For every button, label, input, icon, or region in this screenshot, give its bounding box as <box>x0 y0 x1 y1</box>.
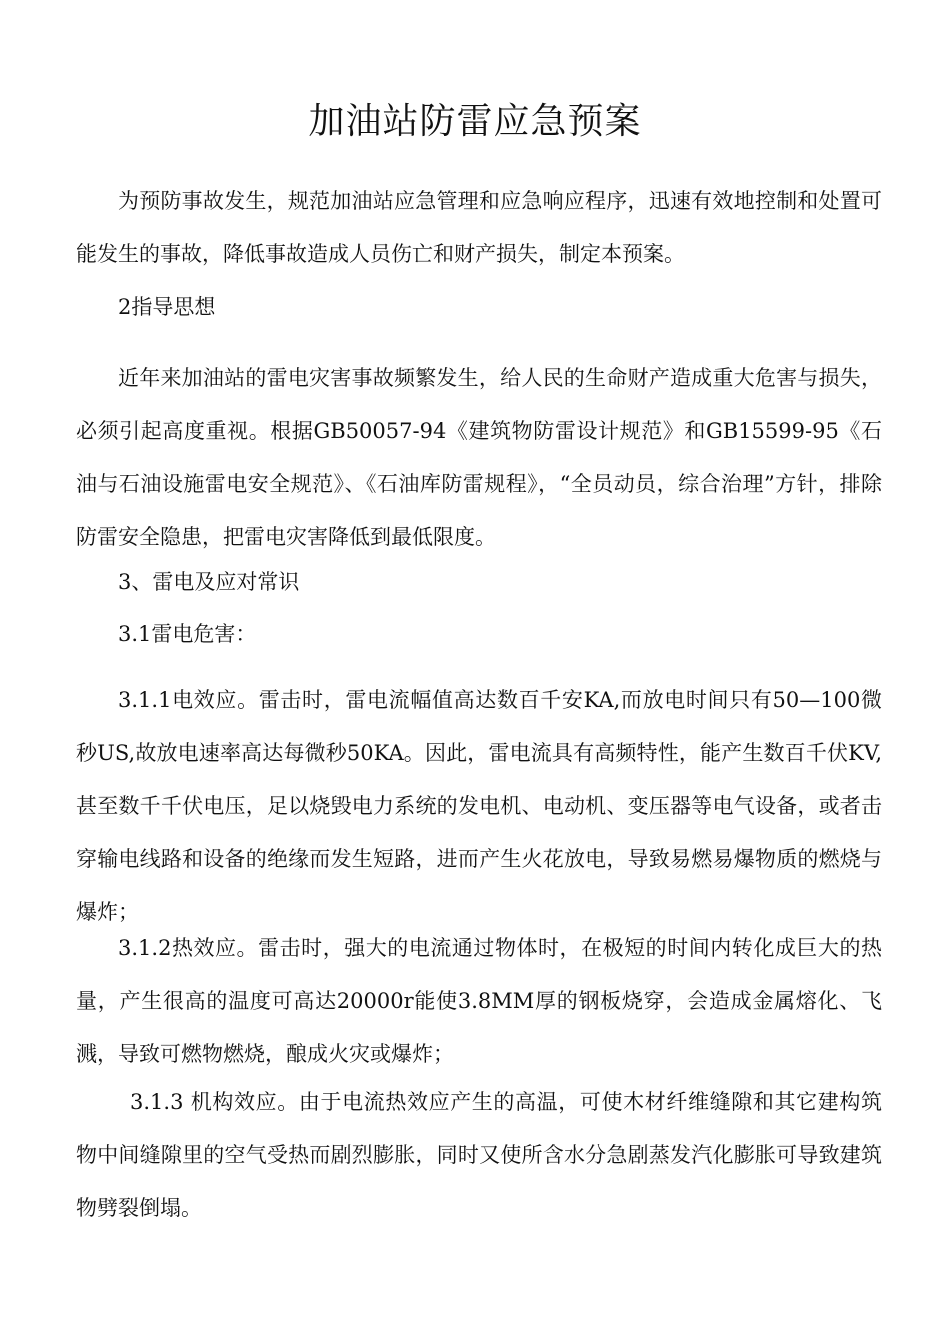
section-3-1-3-paragraph: 3.1.3 机构效应。由于电流热效应产生的高温，可使木材纤维缝隙和其它建构筑物中间缝隙里的空气受热而剧烈膨胀，同时又使所含水分急剧蒸发汽化膨胀可导致建筑物劈裂倒塌。 <box>76 1090 882 1220</box>
section-3-1-1-paragraph: 3.1.1电效应。雷击时，雷电流幅值高达数百千安KA,而放电时间只有50—100微秒US,故放电速率高达每微秒50KA。因此，雷电流具有高频特性，能产生数百千伏KV,甚至数千千伏电压，足以烧毁电力系统的发电机、电动机、变压器等电气设备，或者击穿输电线路和设备的绝缘而发生短路，进而产生火花放电，导致易燃易爆物质的燃烧与爆炸； <box>76 688 882 924</box>
section-2-heading: 2指导思想 <box>118 295 216 319</box>
document-title: 加油站防雷应急预案 <box>308 101 642 142</box>
intro-paragraph: 为预防事故发生，规范加油站应急管理和应急响应程序，迅速有效地控制和处置可能发生的事故，降低事故造成人员伤亡和财产损失，制定本预案。 <box>76 189 882 266</box>
section-2-paragraph: 近年来加油站的雷电灾害事故频繁发生，给人民的生命财产造成重大危害与损失，必须引起高度重视。根据GB50057-94《建筑物防雷设计规范》和GB15599-95《石油与石油设施雷电安全规范》、《石油库防雷规程》，“全员动员，综合治理”方针，排除防雷安全隐患，把雷电灾害降低到最低限度。 <box>76 366 882 549</box>
section-3-1-2-paragraph: 3.1.2热效应。雷击时，强大的电流通过物体时，在极短的时间内转化成巨大的热量，产生很高的温度可高达20000r能使3.8MM厚的钢板烧穿，会造成金属熔化、飞溅，导致可燃物燃烧，酿成火灾或爆炸； <box>76 936 882 1066</box>
section-3-1-heading: 3.1雷电危害： <box>118 622 257 646</box>
section-3-heading: 3、雷电及应对常识 <box>118 570 300 594</box>
